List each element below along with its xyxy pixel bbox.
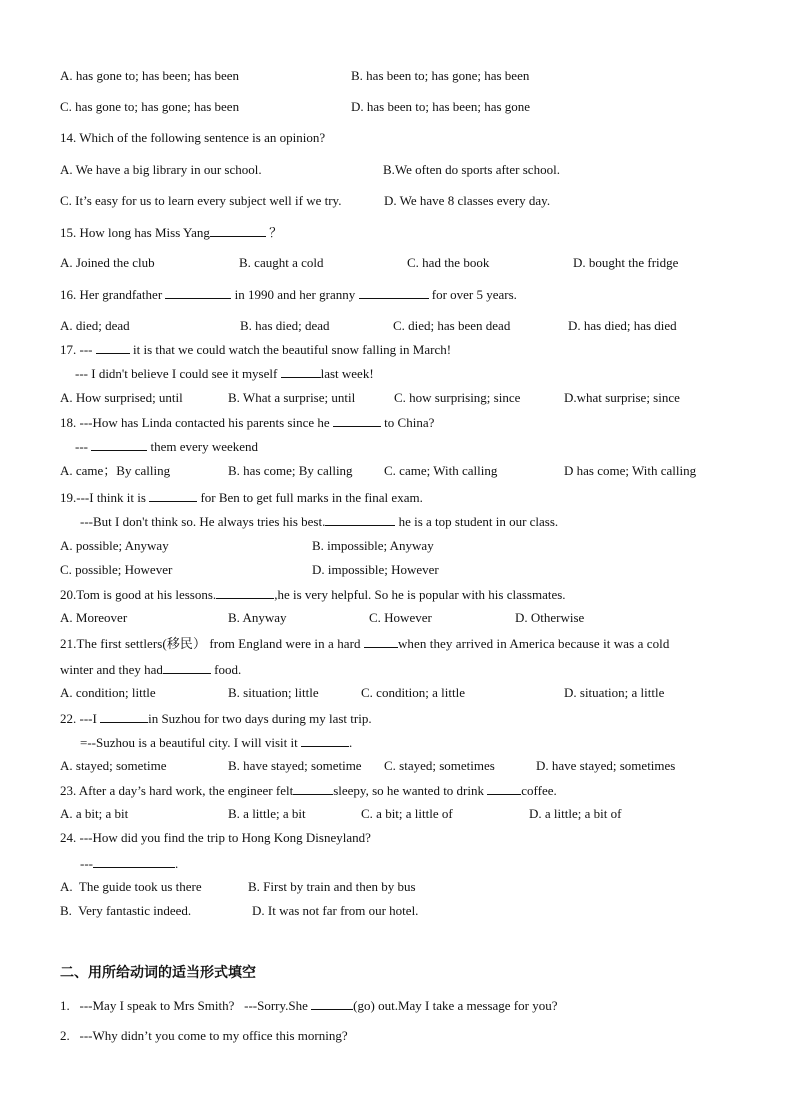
answer-blank: [100, 710, 148, 723]
q24-option-a: A. The guide took us there: [60, 879, 202, 894]
q14-option-a: A. We have a big library in our school.: [60, 162, 262, 177]
q14-option-c: C. It’s easy for us to learn every subject well if we try.: [60, 193, 342, 208]
q14-stem: 14. Which of the following sentence is an opinion?: [60, 130, 326, 145]
q17-option-a: A. How surprised; until: [60, 390, 183, 405]
q17-option-b: B. What a surprise; until: [228, 390, 356, 405]
answer-blank: [93, 855, 175, 868]
answer-blank: [163, 661, 211, 674]
q18-option-c: C. came; With calling: [384, 463, 498, 478]
section-2-heading: 二、用所给动词的适当形式填空: [60, 965, 256, 981]
q20-line-1: [60, 586, 566, 603]
q21-option-d: D. situation; a little: [564, 685, 665, 700]
q19-option-c: C. possible; However: [60, 562, 173, 577]
q13-option-b: B. has been to; has gone; has been: [351, 68, 530, 83]
q22-l1-b: in Suzhou for two days during my last trip.: [148, 711, 372, 726]
q18-l1-b: to China?: [380, 415, 435, 430]
q20-option-c: C. However: [369, 610, 432, 625]
q15-stem: [60, 224, 282, 241]
q16-option-a: A. died; dead: [60, 318, 130, 333]
answer-blank: [364, 635, 398, 648]
q21-l1-b: when they arrived in America because it was a cold: [397, 636, 670, 651]
q24-line-1: 24. ---How did you find the trip to Hong Kong Disneyland?: [60, 830, 371, 845]
answer-blank: [216, 586, 274, 599]
q17-line-2: [75, 365, 374, 382]
q15-stem-end: ？: [265, 225, 283, 240]
q19-line-1: [60, 489, 423, 506]
q23-option-b: B. a little; a bit: [228, 806, 306, 821]
q20-l1-b: ,he is very helpful. So he is popular with his classmates.: [274, 587, 566, 602]
q20-option-a: A. Moreover: [60, 610, 128, 625]
q16-stem-c: for over 5 years.: [428, 287, 517, 302]
q24-option-c: B. Very fantastic indeed.: [60, 903, 192, 918]
q23-option-a: A. a bit; a bit: [60, 806, 129, 821]
q14-option-b: B.We often do sports after school.: [383, 162, 560, 177]
q15-option-a: A. Joined the club: [60, 255, 155, 270]
answer-blank: [333, 414, 381, 427]
q19-l1-a: 19.---I think it is: [60, 490, 150, 505]
answer-blank: [359, 286, 429, 299]
answer-blank: [149, 489, 197, 502]
q20-l1-a: 20.Tom is good at his lessons.: [60, 587, 217, 602]
q24-option-b: B. First by train and then by bus: [248, 879, 416, 894]
q18-option-b: B. has come; By calling: [228, 463, 353, 478]
q23-line-1: [60, 782, 557, 799]
q17-l1-a: 17. ---: [60, 342, 96, 357]
q15-option-d: D. bought the fridge: [573, 255, 679, 270]
q15-option-b: B. caught a cold: [239, 255, 324, 270]
q20-option-b: B. Anyway: [228, 610, 287, 625]
answer-blank: [301, 734, 349, 747]
q23-l1-c: coffee.: [521, 783, 557, 798]
section-2-q1-b: (go) out.May I take a message for you?: [353, 998, 558, 1013]
q21-option-a: A. condition; little: [60, 685, 156, 700]
q19-option-d: D. impossible; However: [312, 562, 439, 577]
q13-option-a: A. has gone to; has been; has been: [60, 68, 240, 83]
q15-option-c: C. had the book: [407, 255, 490, 270]
q19-option-b: B. impossible; Anyway: [312, 538, 434, 553]
q16-option-c: C. died; has been dead: [393, 318, 511, 333]
q16-option-b: B. has died; dead: [240, 318, 330, 333]
answer-blank: [165, 286, 231, 299]
q16-option-d: D. has died; has died: [568, 318, 677, 333]
section-2-q1: [60, 997, 558, 1014]
q13-option-d: D. has been to; has been; has gone: [351, 99, 531, 114]
q21-l1-a: 21.The first settlers(移民） from England were in a hard: [60, 636, 364, 651]
q19-l2-b: he is a top student in our class.: [395, 514, 559, 529]
q23-l1-a: 23. After a day’s hard work, the engineer felt: [60, 783, 294, 798]
q16-stem-a: 16. Her grandfather: [60, 287, 166, 302]
q22-option-d: D. have stayed; sometimes: [536, 758, 676, 773]
q17-option-c: C. how surprising; since: [394, 390, 521, 405]
q24-line-2: [80, 855, 178, 872]
answer-blank: [311, 997, 353, 1010]
q17-line-1: [60, 341, 451, 358]
q19-line-2: [80, 513, 558, 530]
q19-l1-b: for Ben to get full marks in the final exam.: [197, 490, 423, 505]
q14-option-d: D. We have 8 classes every day.: [384, 193, 551, 208]
q24-l2-a: ---: [80, 856, 93, 871]
q19-option-a: A. possible; Anyway: [60, 538, 169, 553]
q18-line-2: [75, 438, 258, 455]
answer-blank: [487, 782, 521, 795]
q23-option-c: C. a bit; a little of: [361, 806, 453, 821]
q21-option-c: C. condition; a little: [361, 685, 465, 700]
answer-blank: [281, 365, 321, 378]
q23-l1-b: sleepy, so he wanted to drink: [333, 783, 488, 798]
q13-option-c: C. has gone to; has gone; has been: [60, 99, 240, 114]
q21-l2-b: food.: [210, 662, 242, 677]
q18-l2-a: ---: [75, 439, 92, 454]
q17-l2-b: last week!: [320, 366, 374, 381]
q17-l2-a: --- I didn't believe I could see it myself: [75, 366, 281, 381]
q16-stem-b: in 1990 and her granny: [231, 287, 359, 302]
q20-option-d: D. Otherwise: [515, 610, 585, 625]
answer-blank: [91, 438, 147, 451]
q24-option-d: D. It was not far from our hotel.: [252, 903, 419, 918]
q22-line-1: [60, 710, 372, 727]
q21-l2-a: winter and they had: [60, 662, 163, 677]
q24-l2-b: .: [175, 856, 179, 871]
q18-option-a: A. came；By calling: [60, 463, 171, 478]
answer-blank: [96, 341, 130, 354]
q22-option-c: C. stayed; sometimes: [384, 758, 495, 773]
section-2-q2: 2. ---Why didn’t you come to my office this morning?: [60, 1028, 348, 1043]
q18-line-1: [60, 414, 434, 431]
q18-option-d: D has come; With calling: [564, 463, 697, 478]
answer-blank: [325, 513, 395, 526]
q17-l1-b: it is that we could watch the beautiful snow falling in March!: [129, 342, 452, 357]
q22-line-2: [80, 734, 352, 751]
q17-option-d: D.what surprise; since: [564, 390, 680, 405]
q21-option-b: B. situation; little: [228, 685, 319, 700]
q22-option-a: A. stayed; sometime: [60, 758, 167, 773]
q18-l2-b: them every weekend: [147, 439, 259, 454]
q16-stem: [60, 286, 517, 303]
q23-option-d: D. a little; a bit of: [529, 806, 622, 821]
q15-stem-text: 15. How long has Miss Yang: [60, 225, 210, 240]
q18-l1-a: 18. ---How has Linda contacted his parents since he: [60, 415, 333, 430]
section-2-q1-a: 1. ---May I speak to Mrs Smith? ---Sorry.She: [60, 998, 312, 1013]
q22-l2-a: =--Suzhou is a beautiful city. I will visit it: [80, 735, 301, 750]
q19-l2-a: ---But I don't think so. He always tries his best.: [80, 514, 326, 529]
q21-line-1: [60, 635, 669, 652]
q22-l2-b: .: [348, 735, 353, 750]
answer-blank: [293, 782, 333, 795]
q22-option-b: B. have stayed; sometime: [228, 758, 362, 773]
q22-l1-a: 22. ---I: [60, 711, 101, 726]
q21-line-2: [60, 661, 241, 678]
answer-blank: [210, 224, 266, 237]
